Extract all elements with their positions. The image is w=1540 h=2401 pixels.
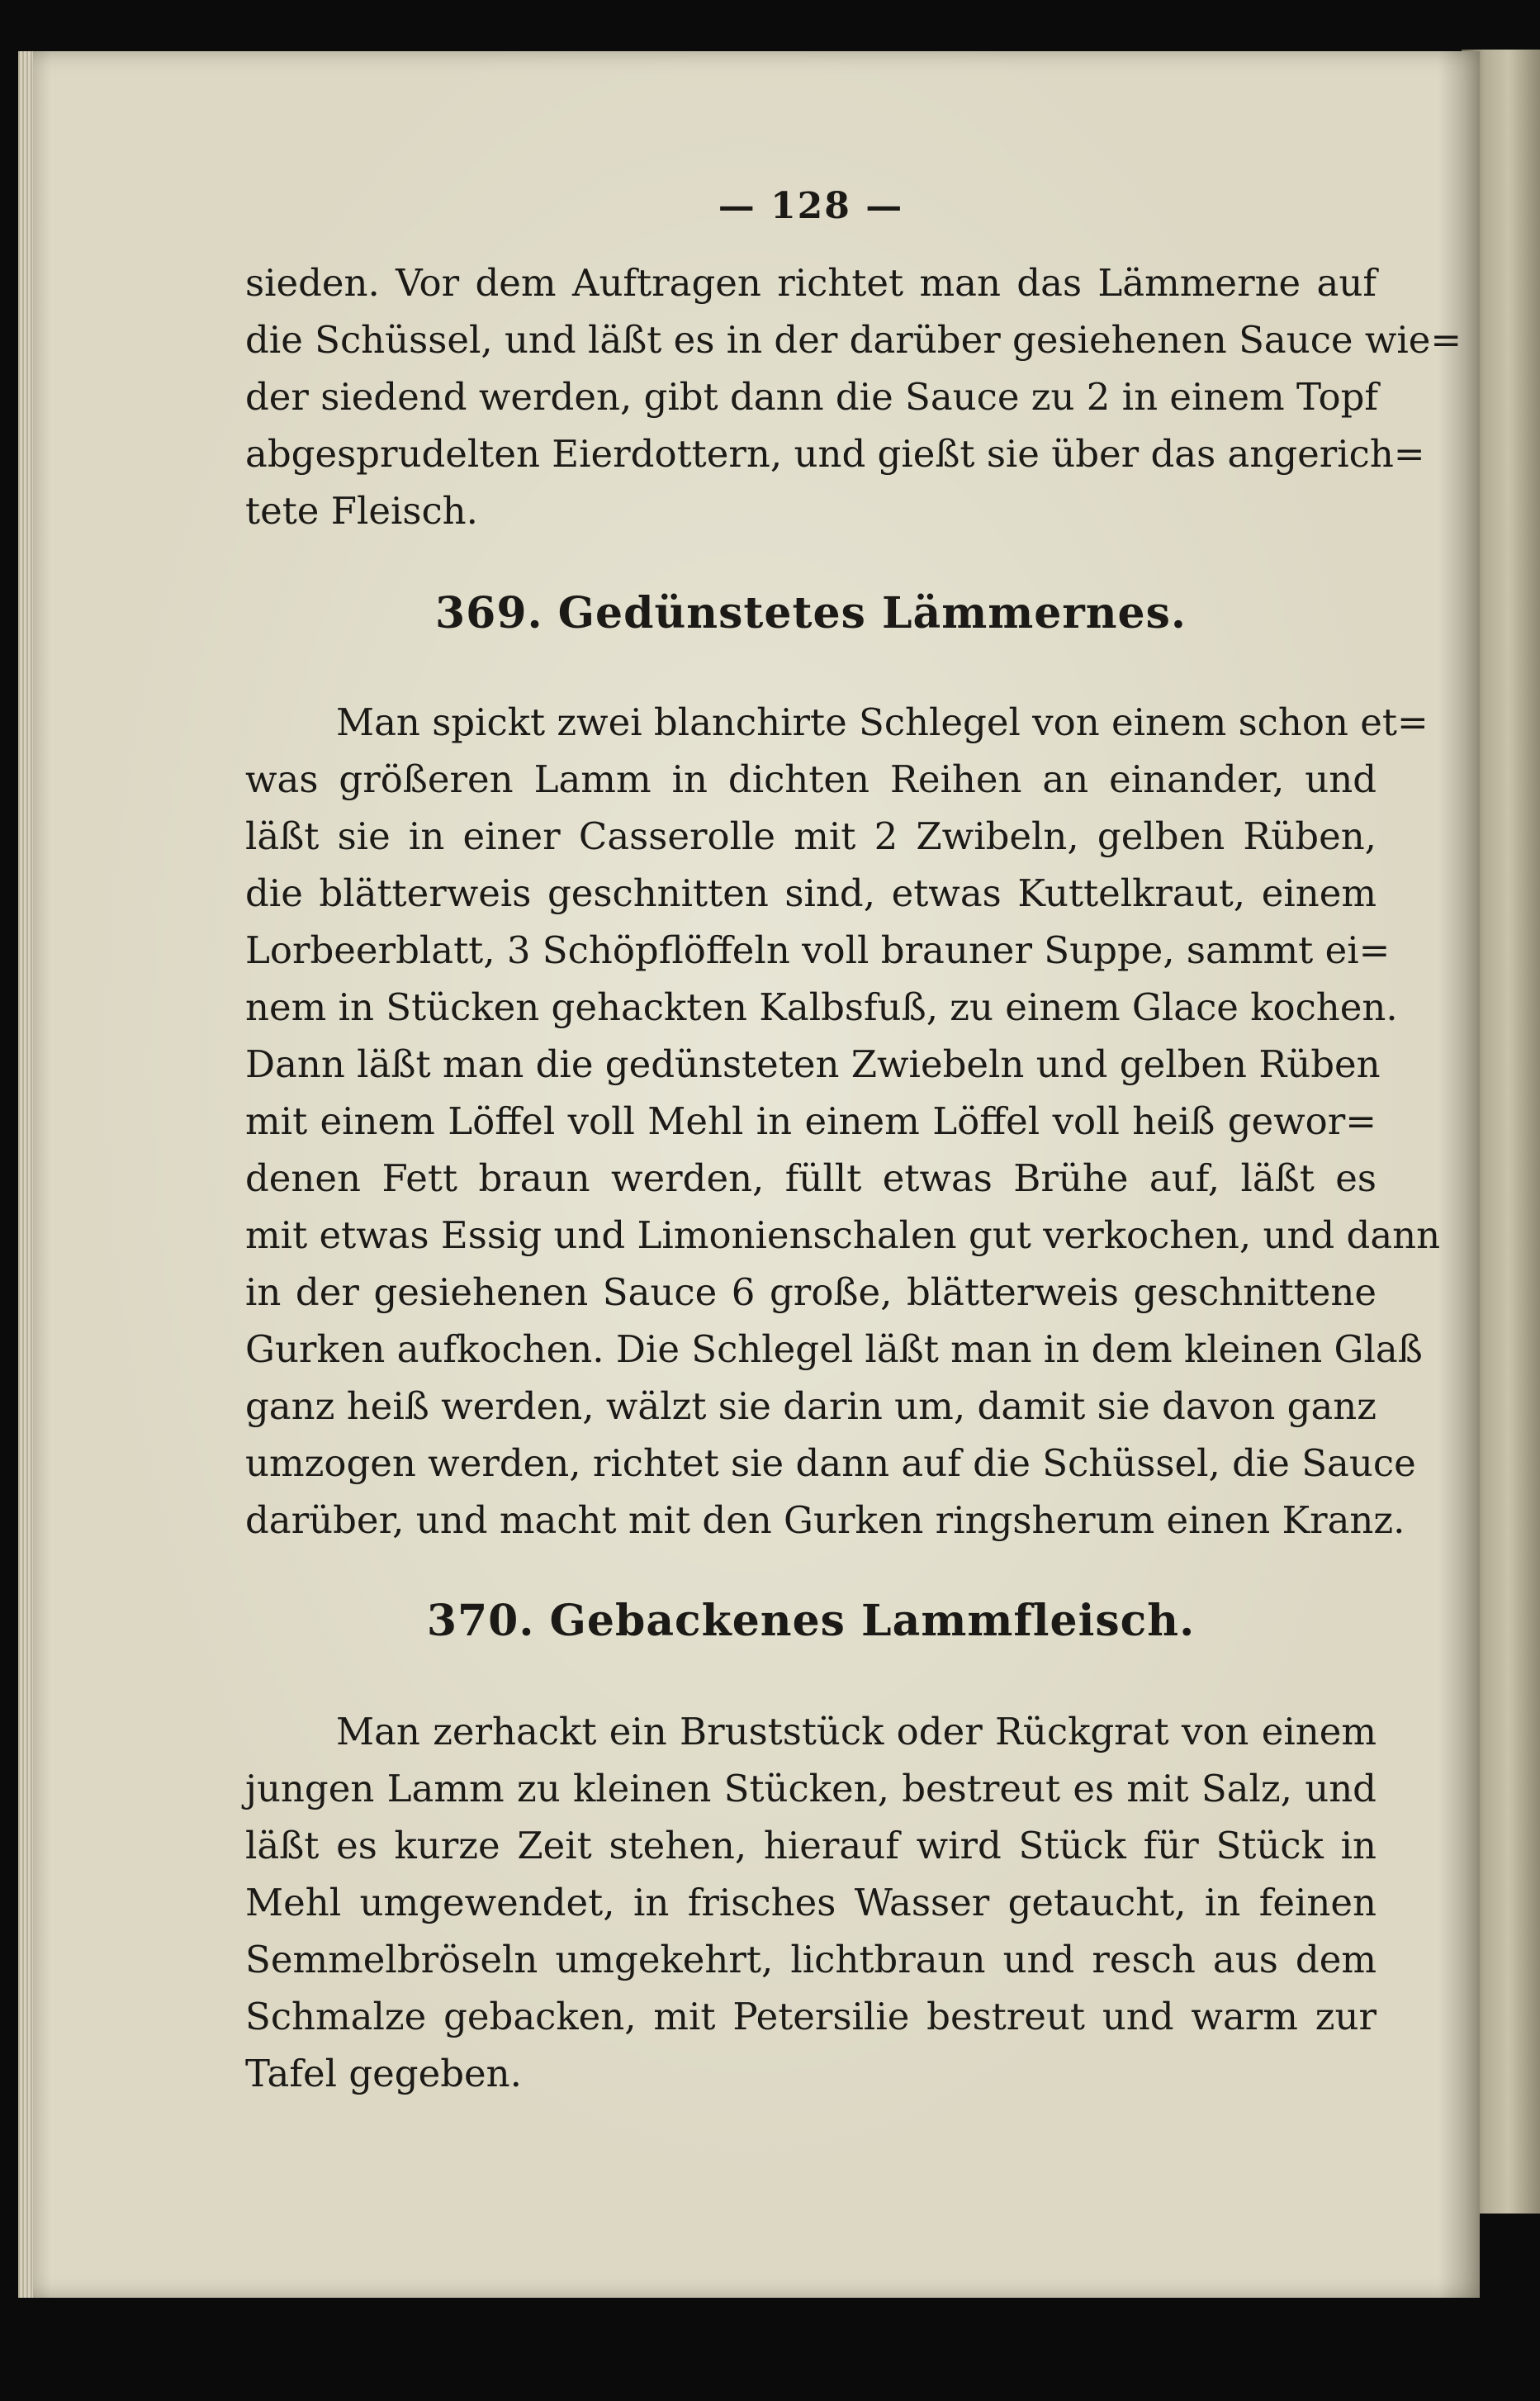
page-sheet <box>18 51 1480 2298</box>
recipe-370-line: Tafel gegeben. <box>245 2052 522 2095</box>
page-edge-stack <box>18 51 33 2298</box>
recipe-370-line: läßt es kurze Zeit stehen, hierauf wird Stück für Stück in <box>245 1824 1377 1867</box>
recipe-number: 369. <box>434 588 543 638</box>
recipe-369-line: nem in Stücken gehackten Kalbsfuß, zu einem Glace kochen. <box>245 985 1398 1029</box>
page-number: — 128 — <box>718 185 904 227</box>
recipe-370-line: Mehl umgewendet, in frisches Wasser getaucht, in feinen <box>245 1881 1377 1924</box>
recipe-369-line: mit etwas Essig und Limonienschalen gut verkochen, und dann <box>245 1213 1441 1257</box>
recipe-369-line: Man spickt zwei blanchirte Schlegel von einem schon et= <box>336 700 1429 744</box>
recipe-369-line: Dann läßt man die gedünsteten Zwiebeln und gelben Rüben <box>245 1042 1381 1086</box>
recipe-369-line: in der gesiehenen Sauce 6 große, blätterweis geschnittene <box>245 1270 1377 1314</box>
recipe-369-line: darüber, und macht mit den Gurken ringsherum einen Kranz. <box>245 1498 1405 1542</box>
continuation-line: sieden. Vor dem Auftragen richtet man das Lämmerne auf <box>245 261 1377 305</box>
continuation-line: abgesprudelten Eierdottern, und gießt sie über das angerich= <box>245 432 1425 476</box>
recipe-370-line: Man zerhackt ein Bruststück oder Rückgrat von einem <box>336 1710 1377 1753</box>
recipe-369-line: umzogen werden, richtet sie dann auf die Schüssel, die Sauce <box>245 1441 1416 1485</box>
recipe-369-line: die blätterweis geschnitten sind, etwas Kuttelkraut, einem <box>245 871 1377 915</box>
continuation-line: die Schüssel, und läßt es in der darüber gesiehenen Sauce wie= <box>245 318 1462 362</box>
recipe-369-line: Lorbeerblatt, 3 Schöpflöffeln voll brauner Suppe, sammt ei= <box>245 928 1391 972</box>
recipe-heading-370 <box>245 1596 1377 1646</box>
recipe-370-line: Schmalze gebacken, mit Petersilie bestreut und warm zur <box>245 1995 1377 2038</box>
recipe-heading-369 <box>245 588 1377 638</box>
recipe-370-line: jungen Lamm zu kleinen Stücken, bestreut es mit Salz, und <box>245 1767 1377 1810</box>
recipe-title: Gebackenes Lammfleisch. <box>549 1596 1196 1646</box>
recipe-369-line: denen Fett braun werden, füllt etwas Brühe auf, läßt es <box>245 1156 1377 1200</box>
recipe-number: 370. <box>426 1596 535 1646</box>
recipe-369-line: was größeren Lamm in dichten Reihen an einander, und <box>245 757 1377 801</box>
recipe-369-line: mit einem Löffel voll Mehl in einem Löffel voll heiß gewor= <box>245 1099 1377 1143</box>
continuation-line: der siedend werden, gibt dann die Sauce zu 2 in einem Topf <box>245 375 1379 419</box>
recipe-369-line: ganz heiß werden, wälzt sie darin um, damit sie davon ganz <box>245 1384 1377 1428</box>
continuation-line: tete Fleisch. <box>245 489 478 533</box>
recipe-369-line: Gurken aufkochen. Die Schlegel läßt man in dem kleinen Glaß <box>245 1327 1423 1371</box>
recipe-369-line: läßt sie in einer Casserolle mit 2 Zwibeln, gelben Rüben, <box>245 814 1377 858</box>
recipe-370-line: Semmelbröseln umgekehrt, lichtbraun und resch aus dem <box>245 1938 1377 1981</box>
recipe-title: Gedünstetes Lämmernes. <box>557 588 1187 638</box>
